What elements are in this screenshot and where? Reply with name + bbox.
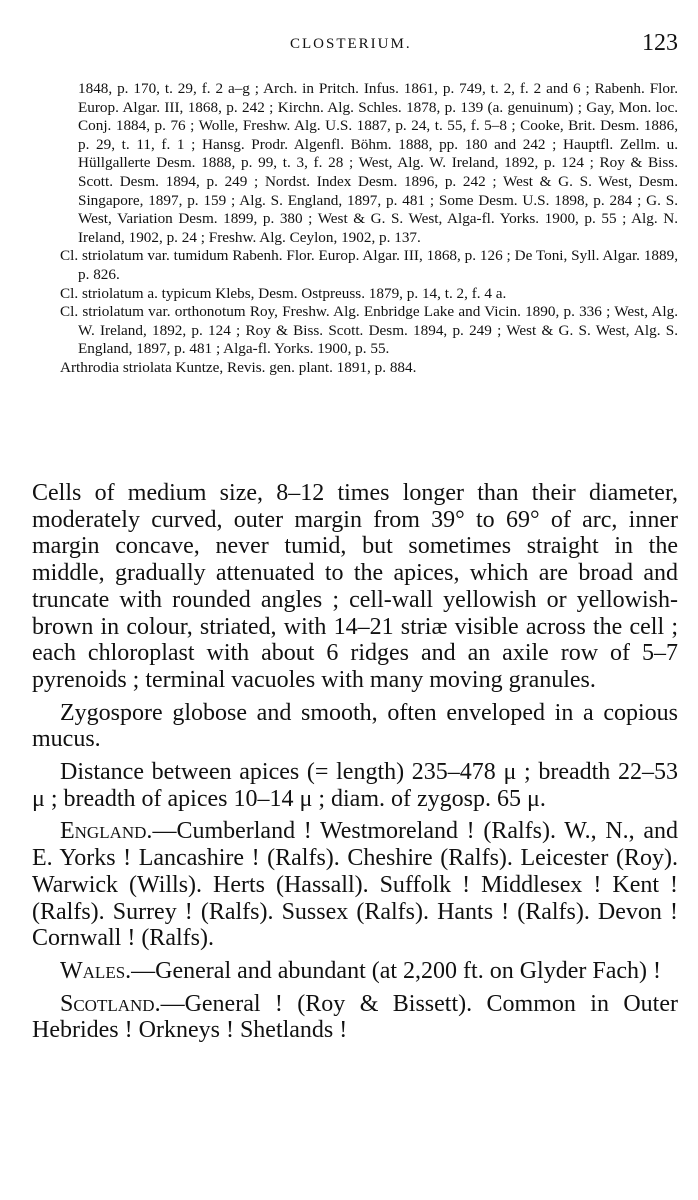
region-label-england: England. [60,818,153,845]
distribution-england [32,818,678,952]
distribution-wales [32,958,678,985]
page-header [0,30,698,60]
region-text-england: —Cumberland ! Westmoreland ! (Ralfs). W., N., and E. Yorks ! Lancashire ! (Ralfs). Cheshire (Ralfs). Leicester (Roy). Warwick (Wills). Herts (Hassall). Suffolk ! Middlesex ! Kent ! (Ralfs). Surrey ! (Ralfs). Sussex (Ralfs). Hants ! (Ralfs). Devon ! Cornwall ! (Ralfs). [32,818,678,952]
region-label-wales: Wales. [60,957,132,984]
measurements-paragraph: Distance between apices (= length) 235–478 μ ; breadth 22–53 μ ; breadth of apices 10–14 μ ; diam. of zygosp. 65 μ. [32,759,678,812]
synonymy-block [60,80,678,378]
synonymy-entry: Arthrodia striolata Kuntze, Revis. gen. plant. 1891, p. 884. [60,358,417,376]
running-head: CLOSTERIUM. [290,36,412,52]
synonymy-entry: Cl. striolatum var. orthonotum Roy, Freshw. Alg. Enbridge Lake and Vicin. 1890, p. 336 ; West, Alg. W. Ireland, 1892, p. 124 ; Roy & Biss. Scott. Desm. 1894, p. 249 ; West & G. S. West, Alg. S. England, 1897, p. 481 ; Alga-fl. Yorks. 1900, p. 55. [60,303,678,358]
synonymy-entry: 1848, p. 170, t. 29, f. 2 a–g ; Arch. in Pritch. Infus. 1861, p. 749, t. 2, f. 2 and 6 ; Rabenh. Flor. Europ. Algar. III, 1868, p. 242 ; Kirchn. Alg. Schles. 1878, p. 139 (a. genuinum) ; Gay, Mon. loc. Conj. 1884, p. 76 ; Wolle, Freshw. Alg. U.S. 1887, p. 24, t. 55, f. 5–8 ; Cooke, Brit. Desm. 1886, p. 29, t. 11, f. 1 ; Hansg. Prodr. Algenfl. Böhm. 1888, pp. 180 and 242 ; Hauptfl. Zellm. u. Hüllgallerte Desm. 1888, p. 99, t. 3, f. 28 ; West, Alg. W. Ireland, 1892, p. 124 ; Roy & Biss. Scott. Desm. 1894, p. 249 ; Nordst. Index Desm. 1896, p. 242 ; West & G. S. West, Desm. Singapore, 1897, p. 159 ; Alg. S. England, 1897, p. 481 ; Some Desm. U.S. 1898, p. 284 ; G. S. West, Variation Desm. 1899, p. 380 ; West & G. S. West, Alga-fl. Yorks. 1900, p. 55 ; Alg. N. Ireland, 1902, p. 24 ; Freshw. Alg. Ceylon, 1902, p. 137. [78,80,678,246]
region-label-scotland: Scotland. [60,990,161,1017]
zygospore-paragraph: Zygospore globose and smooth, often enveloped in a copious mucus. [32,699,678,753]
region-text-scotland: —General ! (Roy & Bissett). Common in Outer Hebrides ! Orkneys ! Shetlands ! [32,990,678,1044]
description-paragraph: Cells of medium size, 8–12 times longer than their diameter, moderately curved, outer margin from 39° to 69° of arc, inner margin concave, never tumid, but sometimes straight in the middle, gradually attenuated to the apices, which are broad and truncate with rounded angles ; cell-wall yellowish or yellowish-brown in colour, striated, with 14–21 striæ visible across the cell ; each chloroplast with about 6 ridges and an axile row of 5–7 pyrenoids ; terminal vacuoles with many moving granules. [32,480,678,693]
synonymy-entry: Cl. striolatum var. tumidum Rabenh. Flor. Europ. Algar. III, 1868, p. 126 ; De Toni, Syll. Algar. 1889, p. 826. [60,247,678,283]
main-text [32,480,678,1044]
region-text-wales: —General and abundant (at 2,200 ft. on Glyder Fach) ! [131,957,661,984]
page-number: 123 [642,30,678,56]
distribution-scotland [32,991,678,1044]
synonymy-entry: Cl. striolatum a. typicum Klebs, Desm. Ostpreuss. 1879, p. 14, t. 2, f. 4 a. [60,284,507,302]
